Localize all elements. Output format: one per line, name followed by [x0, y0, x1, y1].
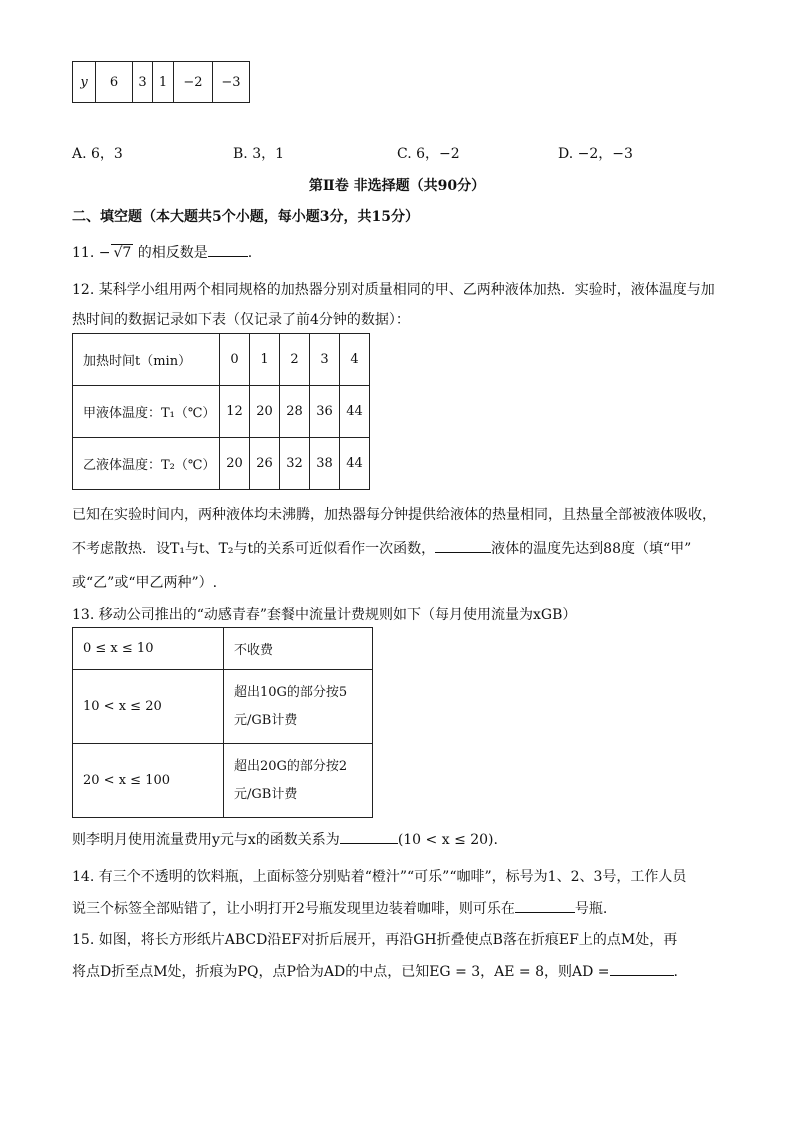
table-cell: 28: [280, 386, 310, 438]
question-text: 则李明月使用流量费用y元与x的函数关系为: [72, 832, 340, 848]
sqrt-radicand: √7: [113, 245, 132, 261]
table-cell: −2: [174, 62, 213, 103]
section-title: 二、填空题（本大题共5个小题，每小题3分，共15分）: [72, 209, 419, 225]
answer-blank[interactable]: [515, 898, 575, 913]
table-cell: 3: [133, 62, 153, 103]
table-cell: 38: [310, 438, 340, 490]
q12-after-line3: 或“乙”或“甲乙两种”）.: [72, 575, 218, 591]
data-plan-table: [72, 627, 373, 818]
table-row: [73, 438, 370, 490]
table-cell: 3: [310, 334, 340, 386]
question-text: 说三个标签全部贴错了，让小明打开2号瓶发现里边装着咖啡，则可乐在: [72, 901, 515, 917]
y-value-table: [72, 61, 250, 103]
table-cell: y: [73, 62, 96, 103]
q13-after: [72, 829, 498, 849]
table-row: [73, 62, 250, 103]
table-cell: 0: [220, 334, 250, 386]
question-text: 的相反数是: [137, 245, 208, 261]
q12-line2: 热时间的数据记录如下表（仅记录了前4分钟的数据）：: [72, 312, 410, 328]
choice-d: D. −2，−3: [558, 146, 633, 162]
table-cell: 36: [310, 386, 340, 438]
minus-sign: −: [98, 245, 111, 261]
table-cell: 12: [220, 386, 250, 438]
table-cell: 4: [340, 334, 370, 386]
choice-b: B. 3，1: [233, 146, 285, 162]
rule-text: 元/GB计费: [234, 712, 298, 728]
table-cell: 26: [250, 438, 280, 490]
rule-text: 超出20G的部分按2: [234, 758, 348, 774]
q12-after-line2: [72, 538, 691, 558]
period: .: [247, 245, 253, 261]
question-text: 将点D折至点M处，折痕为PQ，点P恰为AD的中点，已知EG = 3，AE = 8，则AD =: [72, 964, 610, 980]
table-cell: −3: [213, 62, 250, 103]
rule-text: 超出10G的部分按5: [234, 684, 348, 700]
question-text: 号瓶.: [574, 901, 608, 917]
rule-text: 不收费: [234, 643, 274, 658]
table-cell: 20: [250, 386, 280, 438]
table-cell: 20: [220, 438, 250, 490]
table-row: [73, 744, 373, 818]
question-text: 不考虑散热．设T₁与t、T₂与t的关系可近似看作一次函数，: [72, 541, 436, 557]
question-number: 11.: [72, 245, 95, 261]
table-row: [73, 386, 370, 438]
range-cell: 20 < x ≤ 100: [73, 744, 224, 818]
part-title: 第Ⅱ卷 非选择题（共90分）: [308, 178, 486, 194]
row-label: 乙液体温度：T₂（℃）: [73, 438, 220, 490]
answer-blank[interactable]: [340, 829, 398, 844]
table-row: [73, 334, 370, 386]
table-cell: 1: [250, 334, 280, 386]
q15-line1: 15. 如图，将长方形纸片ABCD沿EF对折后展开，再沿GH折叠使点B落在折痕EF上的点M处，再: [72, 932, 678, 948]
q12-after-line1: 已知在实验时间内，两种液体均未沸腾，加热器每分钟提供给液体的热量相同，且热量全部被液体吸收，: [72, 507, 716, 523]
q15-line2: [72, 961, 678, 981]
table-cell: 32: [280, 438, 310, 490]
table-cell: 1: [153, 62, 174, 103]
range-cell: 10 < x ≤ 20: [73, 670, 224, 744]
q12-line1: 12. 某科学小组用两个相同规格的加热器分别对质量相同的甲、乙两种液体加热．实验时，液体温度与加: [72, 282, 715, 298]
question-text: 液体的温度先达到88度（填“甲”: [491, 541, 692, 557]
answer-blank[interactable]: [208, 242, 248, 257]
choice-c: C. 6，−2: [397, 146, 460, 162]
question-text: .: [673, 964, 678, 980]
choice-a: A. 6，3: [72, 146, 123, 162]
q14-line1: 14. 有三个不透明的饮料瓶，上面标签分别贴着“橙汁”“可乐”“咖啡”，标号为1、2、3号，工作人员: [72, 869, 687, 885]
table-row: [73, 628, 373, 670]
rule-cell: [224, 670, 373, 744]
rule-cell: [224, 744, 373, 818]
q13-line1: 13. 移动公司推出的“动感青春”套餐中流量计费规则如下（每月使用流量为xGB）: [72, 607, 577, 623]
rule-cell: [224, 628, 373, 670]
table-row: [73, 670, 373, 744]
table-cell: 6: [96, 62, 133, 103]
row-label: 甲液体温度：T₁（℃）: [73, 386, 220, 438]
question-11: [72, 242, 252, 262]
table-cell: 2: [280, 334, 310, 386]
table-cell: 44: [340, 438, 370, 490]
answer-blank[interactable]: [610, 961, 674, 976]
answer-blank[interactable]: [435, 538, 491, 553]
row-label: 加热时间t（min）: [73, 334, 220, 386]
range-cell: 0 ≤ x ≤ 10: [73, 628, 224, 670]
radicand: 7: [122, 245, 132, 261]
rule-text: 元/GB计费: [234, 786, 298, 802]
question-text: (10 < x ≤ 20).: [397, 832, 498, 848]
heating-table: [72, 333, 370, 490]
table-cell: 44: [340, 386, 370, 438]
q14-line2: [72, 898, 607, 918]
